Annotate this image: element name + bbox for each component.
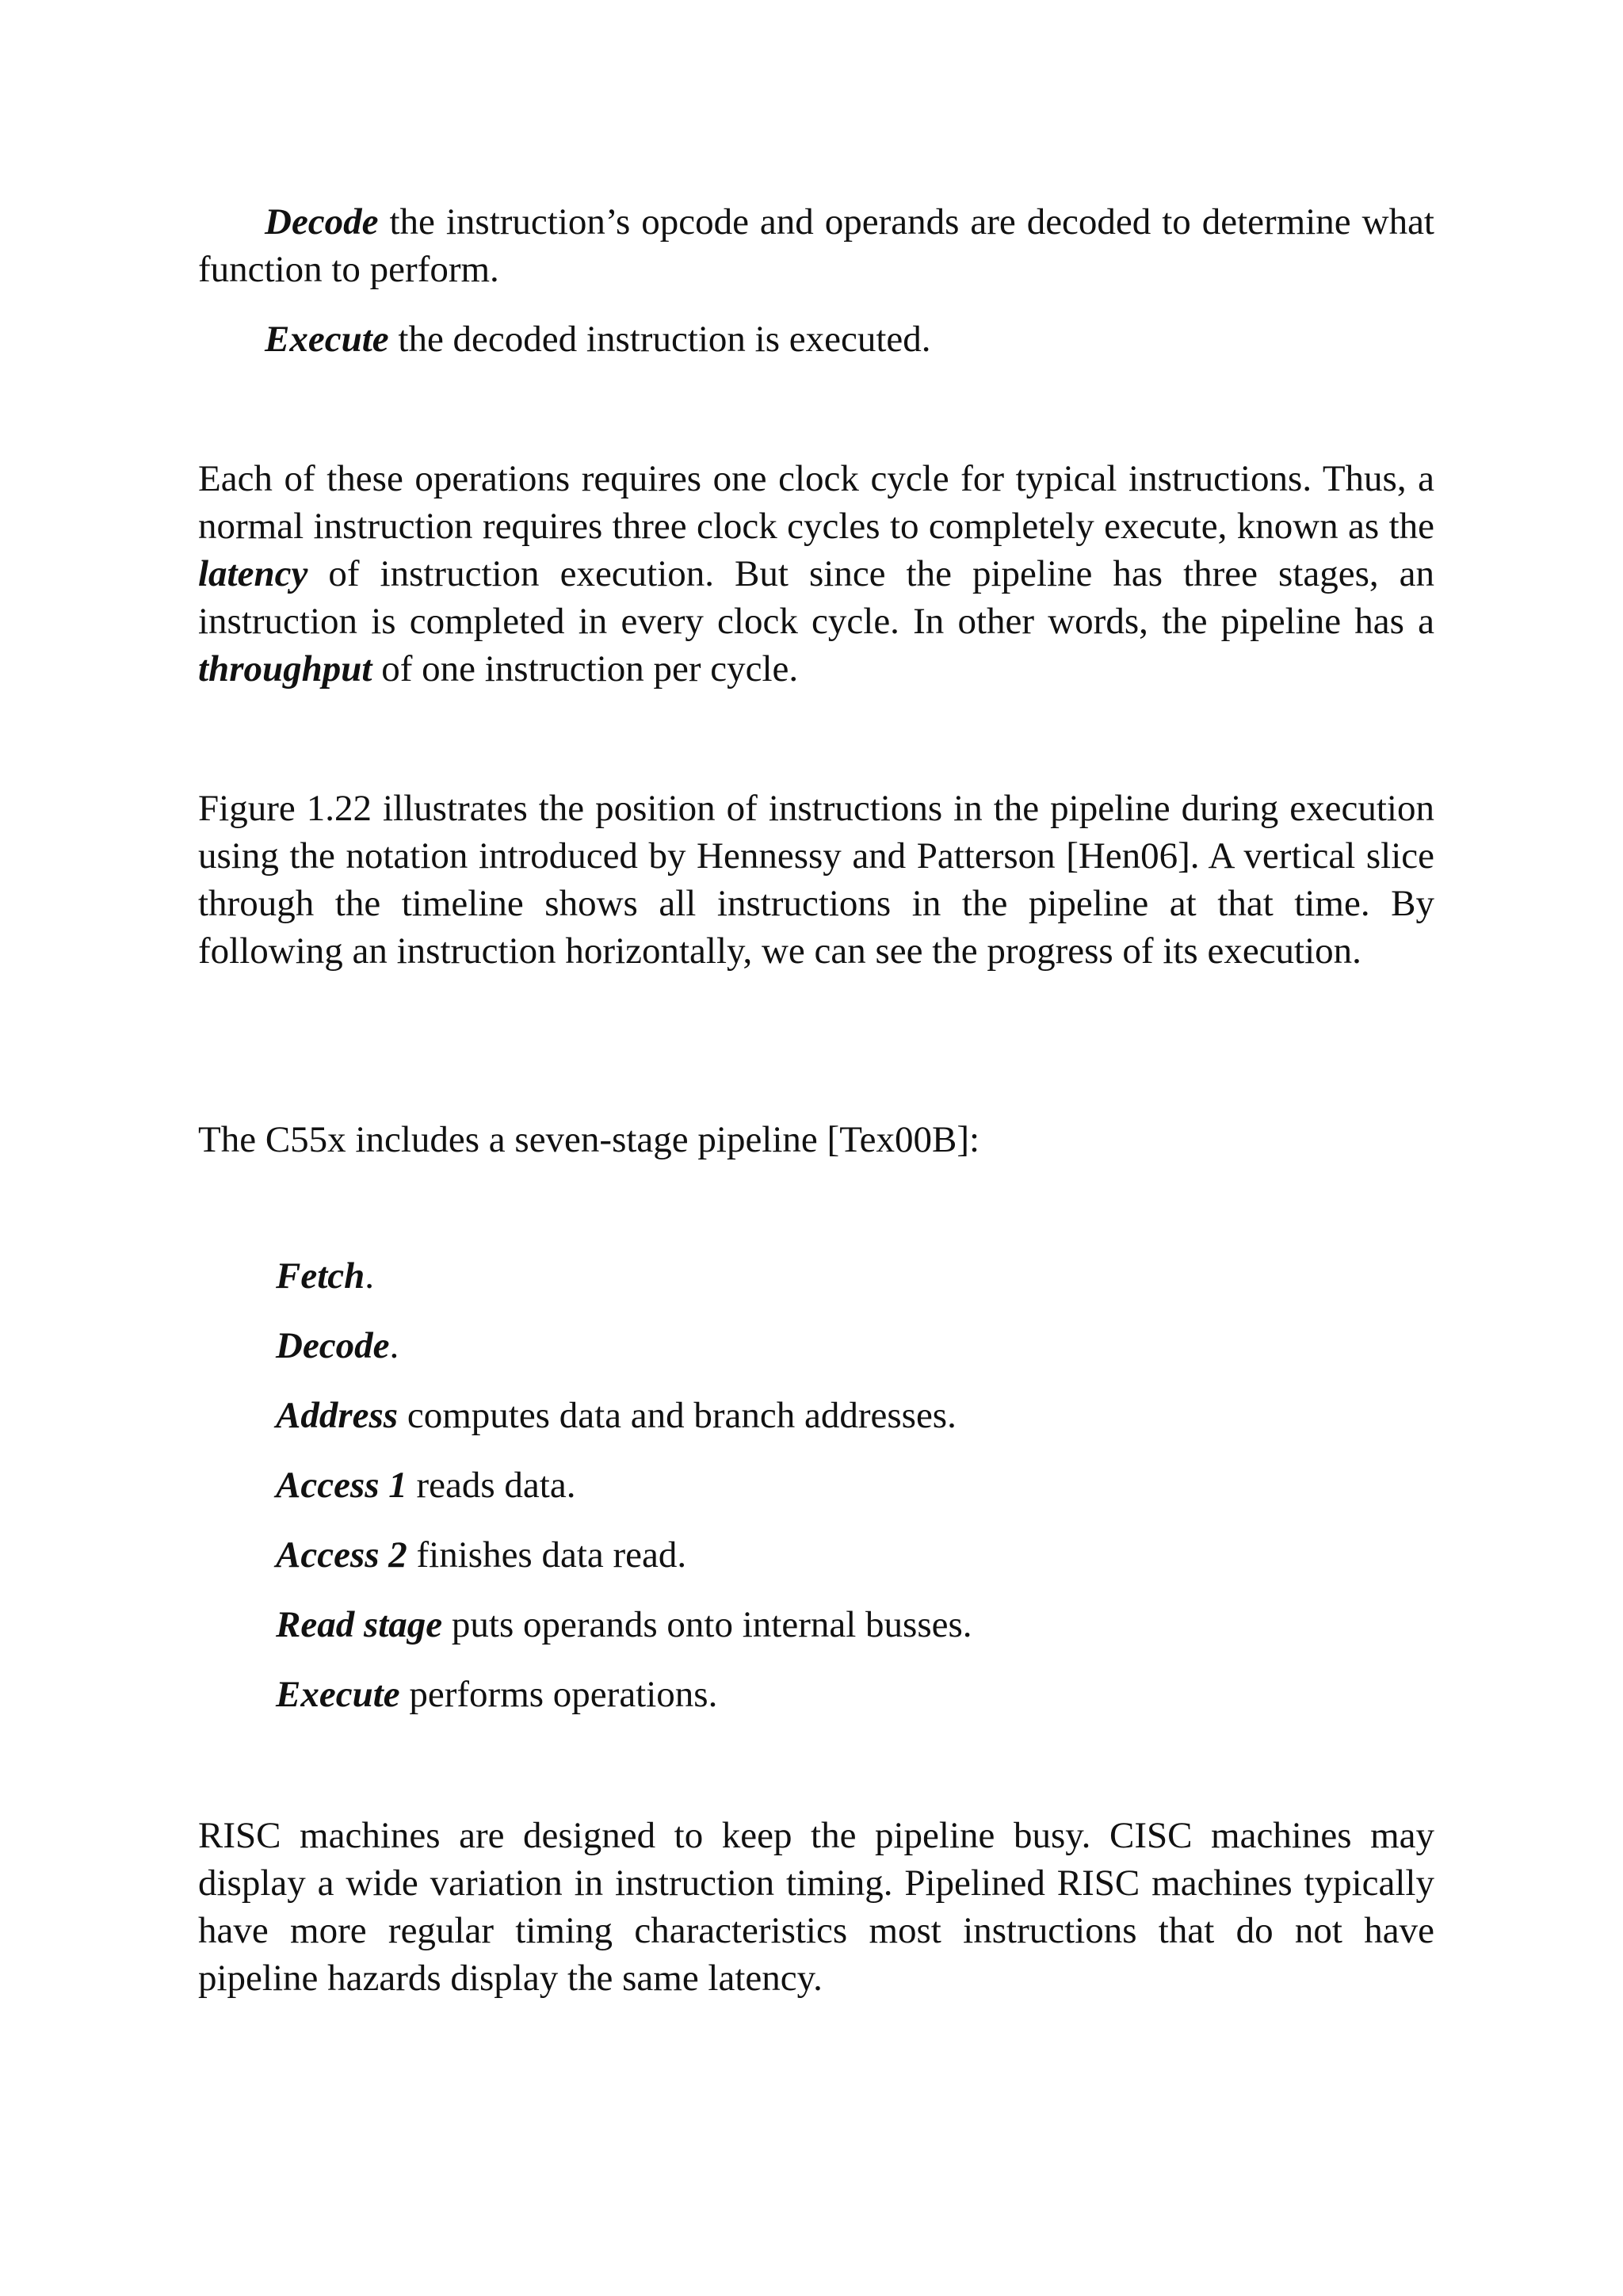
paragraph-figure: Figure 1.22 illustrates the position of instructions in the pipeline during execution using the notation introduced by Hennessy and Patterson [Hen06]. A vertical slice through the timeline shows all instructions in the pipeline at that time. By following an instruction horizontally, we can see the progress of its execution. <box>198 788 1434 972</box>
stage-text: computes data and branch addresses. <box>398 1395 957 1436</box>
stage-item <box>276 1531 686 1579</box>
paragraph-latency-part3: of one instruction per cycle. <box>372 648 799 690</box>
stage-item <box>276 1671 717 1718</box>
stage-text: . <box>365 1255 375 1297</box>
definition-execute-text: the decoded instruction is executed. <box>388 319 931 360</box>
stage-term: Read stage <box>276 1604 443 1645</box>
stage-item <box>276 1322 399 1370</box>
definition-execute <box>265 315 931 363</box>
paragraph-c55x: The C55x includes a seven-stage pipeline [Tex00B]: <box>198 1119 980 1160</box>
stage-term: Fetch <box>276 1255 365 1297</box>
stage-item <box>276 1461 575 1509</box>
stage-term: Access 1 <box>276 1465 407 1506</box>
term-throughput: throughput <box>198 648 372 690</box>
stage-term: Execute <box>276 1674 400 1715</box>
stage-item <box>276 1392 957 1439</box>
paragraph-latency-part1: Each of these operations requires one clock cycle for typical instructions. Thus, a normal instruction requires three clock cycles to completely execute, known as the <box>198 458 1434 547</box>
term-latency: latency <box>198 553 308 594</box>
stage-text: finishes data read. <box>407 1534 687 1576</box>
paragraph-risc: RISC machines are designed to keep the pipeline busy. CISC machines may display a wide variation in instruction timing. Pipelined RISC machines typically have more regular timing characteristics most instructions that do not have pipeline hazards display the same latency. <box>198 1815 1434 1999</box>
stage-item <box>276 1601 972 1648</box>
paragraph-latency <box>198 455 1434 693</box>
definition-decode <box>198 198 1434 293</box>
stage-item <box>276 1252 374 1300</box>
definition-decode-text: the instruction’s opcode and operands are decoded to determine what function to perform. <box>198 201 1434 290</box>
stage-text: reads data. <box>407 1465 576 1506</box>
paragraph-latency-part2: of instruction execution. But since the pipeline has three stages, an instruction is completed in every clock cycle. In other words, the pipeline has a <box>198 553 1434 642</box>
stage-text: . <box>389 1325 399 1366</box>
stage-term: Access 2 <box>276 1534 407 1576</box>
stage-term: Address <box>276 1395 399 1436</box>
term-decode: Decode <box>265 201 379 243</box>
stage-text: puts operands onto internal busses. <box>442 1604 972 1645</box>
stage-text: performs operations. <box>399 1674 718 1715</box>
term-execute: Execute <box>265 319 389 360</box>
stage-term: Decode <box>276 1325 390 1366</box>
